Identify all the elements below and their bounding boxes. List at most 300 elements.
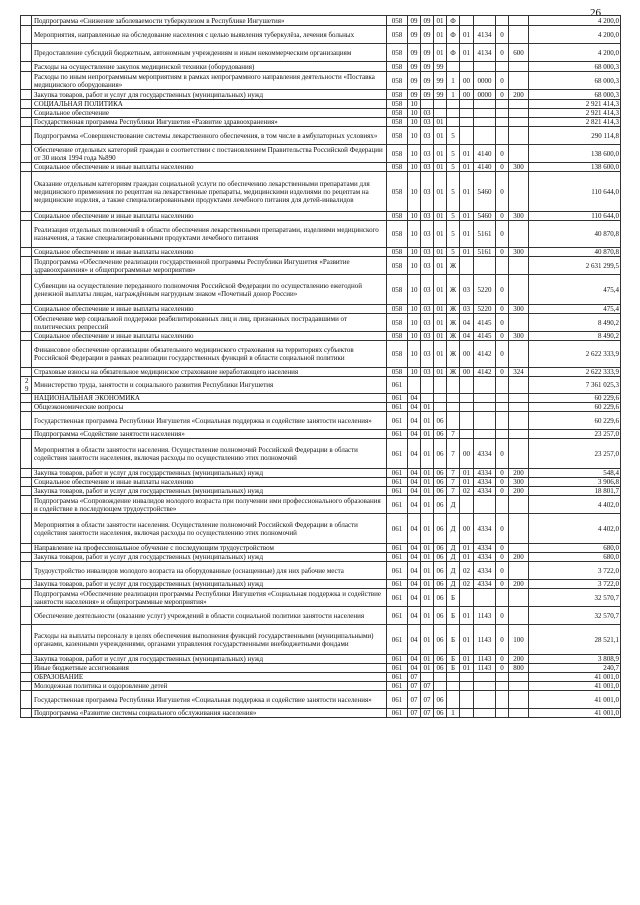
section-code: 04 bbox=[408, 469, 421, 478]
extra-code bbox=[496, 100, 509, 109]
row-number bbox=[21, 212, 32, 221]
row-name: Подпрограмма «Развитие системы социального обслуживания населения» bbox=[32, 709, 387, 718]
subprogram-code bbox=[447, 394, 460, 403]
section-code: 09 bbox=[408, 90, 421, 100]
extra-code bbox=[496, 403, 509, 412]
section-code: 10 bbox=[408, 109, 421, 118]
table-row bbox=[21, 212, 621, 221]
page-number: 26 bbox=[590, 7, 601, 19]
expense-type bbox=[509, 109, 529, 118]
admin-code: 061 bbox=[387, 673, 408, 682]
row-number bbox=[21, 673, 32, 682]
expense-type bbox=[509, 16, 529, 26]
extra-code bbox=[496, 709, 509, 718]
table-row bbox=[21, 368, 621, 377]
row-sum: 28 521,1 bbox=[529, 625, 621, 655]
admin-code: 061 bbox=[387, 544, 408, 553]
direction-code: 4134 bbox=[474, 26, 496, 44]
program-code: 01 bbox=[434, 314, 447, 332]
section-code: 04 bbox=[408, 514, 421, 544]
row-number bbox=[21, 487, 32, 496]
subsection-code: 01 bbox=[421, 403, 434, 412]
direction-code: 4334 bbox=[474, 553, 496, 562]
subprogram-code: 1 bbox=[447, 72, 460, 90]
program-code: 01 bbox=[434, 341, 447, 368]
row-name: Социальное обеспечение и иные выплаты населению bbox=[32, 248, 387, 257]
expense-type bbox=[509, 26, 529, 44]
section-code: 07 bbox=[408, 673, 421, 682]
table-row bbox=[21, 562, 621, 580]
extra-code: 0 bbox=[496, 664, 509, 673]
table-row bbox=[21, 172, 621, 212]
direction-code: 4134 bbox=[474, 44, 496, 62]
row-number bbox=[21, 394, 32, 403]
admin-code: 058 bbox=[387, 44, 408, 62]
program-code: 01 bbox=[434, 127, 447, 145]
table-row bbox=[21, 257, 621, 275]
event-code: 00 bbox=[460, 90, 474, 100]
row-sum: 60 229,6 bbox=[529, 403, 621, 412]
expense-type bbox=[509, 100, 529, 109]
subsection-code: 03 bbox=[421, 341, 434, 368]
direction-code: 4142 bbox=[474, 368, 496, 377]
extra-code bbox=[496, 673, 509, 682]
row-name: Государственная программа Республики Ингушетия «Социальная поддержка и содействие занятости населения» bbox=[32, 412, 387, 430]
subprogram-code: 5 bbox=[447, 145, 460, 163]
subprogram-code: 1 bbox=[447, 709, 460, 718]
subsection-code: 09 bbox=[421, 26, 434, 44]
section-code: 04 bbox=[408, 394, 421, 403]
expense-type bbox=[509, 403, 529, 412]
admin-code: 061 bbox=[387, 487, 408, 496]
expense-type: 324 bbox=[509, 368, 529, 377]
section-code: 10 bbox=[408, 257, 421, 275]
expense-type bbox=[509, 691, 529, 709]
subsection-code: 09 bbox=[421, 16, 434, 26]
table-row bbox=[21, 16, 621, 26]
row-number bbox=[21, 562, 32, 580]
expense-type: 300 bbox=[509, 305, 529, 314]
table-row bbox=[21, 127, 621, 145]
row-number bbox=[21, 589, 32, 607]
admin-code: 058 bbox=[387, 163, 408, 172]
table-row bbox=[21, 478, 621, 487]
subprogram-code: 5 bbox=[447, 248, 460, 257]
direction-code bbox=[474, 412, 496, 430]
event-code: 01 bbox=[460, 625, 474, 655]
row-name: Подпрограмма «Совершенствование системы лекарственного обеспечения, в том числе в амбулаторных условиях» bbox=[32, 127, 387, 145]
subprogram-code: Б bbox=[447, 664, 460, 673]
row-name: Предоставление субсидий бюджетным, автономным учреждениям и иным некоммерческим организациям bbox=[32, 44, 387, 62]
extra-code bbox=[496, 682, 509, 691]
expense-type bbox=[509, 673, 529, 682]
subsection-code: 07 bbox=[421, 691, 434, 709]
direction-code: 4142 bbox=[474, 341, 496, 368]
row-name: Государственная программа Республики Ингушетия «Социальная поддержка и содействие занятости населения» bbox=[32, 691, 387, 709]
admin-code: 058 bbox=[387, 118, 408, 127]
expense-type: 200 bbox=[509, 90, 529, 100]
budget-table bbox=[20, 15, 621, 718]
subsection-code: 03 bbox=[421, 118, 434, 127]
budget-table-body bbox=[21, 16, 621, 718]
row-name: Расходы по иным непрограммным мероприятиям в рамках непрограммного направления деятельности «Поставка медицинского оборудования» bbox=[32, 72, 387, 90]
table-row bbox=[21, 664, 621, 673]
admin-code: 058 bbox=[387, 248, 408, 257]
direction-code: 5220 bbox=[474, 305, 496, 314]
direction-code: 4140 bbox=[474, 145, 496, 163]
section-code: 09 bbox=[408, 72, 421, 90]
admin-code: 061 bbox=[387, 469, 408, 478]
expense-type bbox=[509, 589, 529, 607]
direction-code: 1143 bbox=[474, 664, 496, 673]
subsection-code: 03 bbox=[421, 248, 434, 257]
row-number bbox=[21, 314, 32, 332]
subsection-code: 01 bbox=[421, 412, 434, 430]
row-name: Расходы на выплаты персоналу в целях обеспечения выполнения функций государственными (муниципальными) органами, казенными учреждениями, органами управления государственными внебюджетными фондами bbox=[32, 625, 387, 655]
expense-type bbox=[509, 430, 529, 439]
section-code: 10 bbox=[408, 163, 421, 172]
subprogram-code: Ф bbox=[447, 16, 460, 26]
event-code: 01 bbox=[460, 664, 474, 673]
row-sum: 680,0 bbox=[529, 553, 621, 562]
subprogram-code: 5 bbox=[447, 212, 460, 221]
row-number bbox=[21, 145, 32, 163]
row-number bbox=[21, 403, 32, 412]
extra-code bbox=[496, 691, 509, 709]
event-code bbox=[460, 377, 474, 394]
row-number bbox=[21, 412, 32, 430]
subsection-code: 01 bbox=[421, 580, 434, 589]
direction-code bbox=[474, 394, 496, 403]
subsection-code: 01 bbox=[421, 607, 434, 625]
row-number bbox=[21, 607, 32, 625]
program-code: 01 bbox=[434, 368, 447, 377]
subsection-code bbox=[421, 394, 434, 403]
program-code: 06 bbox=[434, 691, 447, 709]
extra-code: 0 bbox=[496, 248, 509, 257]
event-code bbox=[460, 673, 474, 682]
row-sum: 68 000,3 bbox=[529, 72, 621, 90]
program-code: 99 bbox=[434, 90, 447, 100]
program-code: 06 bbox=[434, 589, 447, 607]
section-code: 10 bbox=[408, 341, 421, 368]
event-code bbox=[460, 394, 474, 403]
row-number bbox=[21, 478, 32, 487]
subprogram-code: 7 bbox=[447, 469, 460, 478]
program-code: 01 bbox=[434, 305, 447, 314]
subsection-code: 09 bbox=[421, 90, 434, 100]
event-code bbox=[460, 109, 474, 118]
table-row bbox=[21, 625, 621, 655]
extra-code bbox=[496, 589, 509, 607]
event-code: 04 bbox=[460, 314, 474, 332]
table-row bbox=[21, 377, 621, 394]
admin-code: 058 bbox=[387, 221, 408, 248]
expense-type bbox=[509, 377, 529, 394]
subprogram-code bbox=[447, 109, 460, 118]
program-code: 01 bbox=[434, 257, 447, 275]
table-row bbox=[21, 100, 621, 109]
row-number bbox=[21, 72, 32, 90]
admin-code: 058 bbox=[387, 26, 408, 44]
row-sum: 41 001,0 bbox=[529, 709, 621, 718]
subprogram-code: 1 bbox=[447, 90, 460, 100]
table-row bbox=[21, 514, 621, 544]
admin-code: 058 bbox=[387, 109, 408, 118]
expense-type bbox=[509, 709, 529, 718]
table-row bbox=[21, 26, 621, 44]
section-code bbox=[408, 377, 421, 394]
section-code: 10 bbox=[408, 221, 421, 248]
table-row bbox=[21, 487, 621, 496]
event-code bbox=[460, 496, 474, 514]
section-code: 09 bbox=[408, 26, 421, 44]
row-name: Общеэкономические вопросы bbox=[32, 403, 387, 412]
expense-type: 200 bbox=[509, 487, 529, 496]
subsection-code: 03 bbox=[421, 163, 434, 172]
direction-code bbox=[474, 127, 496, 145]
admin-code: 058 bbox=[387, 72, 408, 90]
subprogram-code bbox=[447, 673, 460, 682]
subprogram-code: Д bbox=[447, 496, 460, 514]
row-sum: 240,7 bbox=[529, 664, 621, 673]
event-code: 01 bbox=[460, 26, 474, 44]
row-name: Социальное обеспечение и иные выплаты населению bbox=[32, 163, 387, 172]
program-code: 06 bbox=[434, 487, 447, 496]
expense-type bbox=[509, 172, 529, 212]
row-name: Закупка товаров, работ и услуг для государственных (муниципальных) нужд bbox=[32, 580, 387, 589]
direction-code: 1143 bbox=[474, 607, 496, 625]
row-sum: 2 921 414,3 bbox=[529, 100, 621, 109]
admin-code: 058 bbox=[387, 257, 408, 275]
event-code bbox=[460, 682, 474, 691]
row-name: Социальное обеспечение и иные выплаты населению bbox=[32, 212, 387, 221]
section-code: 04 bbox=[408, 580, 421, 589]
program-code bbox=[434, 673, 447, 682]
row-name: Социальное обеспечение bbox=[32, 109, 387, 118]
event-code bbox=[460, 257, 474, 275]
row-name: Молодежная политика и оздоровление детей bbox=[32, 682, 387, 691]
event-code: 01 bbox=[460, 607, 474, 625]
program-code: 01 bbox=[434, 212, 447, 221]
expense-type: 200 bbox=[509, 469, 529, 478]
expense-type: 200 bbox=[509, 580, 529, 589]
event-code: 02 bbox=[460, 580, 474, 589]
event-code: 01 bbox=[460, 248, 474, 257]
event-code bbox=[460, 691, 474, 709]
expense-type: 300 bbox=[509, 478, 529, 487]
row-name: Мероприятия в области занятости населения. Осуществление полномочий Российской Федерации в области содействия занятости населения, включая расходы по осуществлению этих полномочий bbox=[32, 514, 387, 544]
row-number bbox=[21, 664, 32, 673]
extra-code: 0 bbox=[496, 368, 509, 377]
admin-code: 058 bbox=[387, 90, 408, 100]
row-number bbox=[21, 221, 32, 248]
extra-code: 0 bbox=[496, 580, 509, 589]
subprogram-code: Д bbox=[447, 562, 460, 580]
row-sum: 110 644,0 bbox=[529, 172, 621, 212]
expense-type bbox=[509, 341, 529, 368]
expense-type bbox=[509, 127, 529, 145]
subprogram-code: Ж bbox=[447, 305, 460, 314]
subsection-code: 03 bbox=[421, 145, 434, 163]
extra-code: 0 bbox=[496, 314, 509, 332]
section-code: 10 bbox=[408, 314, 421, 332]
program-code: 99 bbox=[434, 72, 447, 90]
section-code: 10 bbox=[408, 118, 421, 127]
direction-code: 4334 bbox=[474, 469, 496, 478]
row-number bbox=[21, 118, 32, 127]
direction-code: 5460 bbox=[474, 172, 496, 212]
direction-code bbox=[474, 691, 496, 709]
section-code: 07 bbox=[408, 691, 421, 709]
section-code: 10 bbox=[408, 368, 421, 377]
table-row bbox=[21, 305, 621, 314]
direction-code: 4145 bbox=[474, 314, 496, 332]
subprogram-code: 5 bbox=[447, 172, 460, 212]
direction-code: 5161 bbox=[474, 221, 496, 248]
direction-code bbox=[474, 62, 496, 72]
event-code: 00 bbox=[460, 368, 474, 377]
subsection-code: 01 bbox=[421, 496, 434, 514]
direction-code bbox=[474, 118, 496, 127]
row-number bbox=[21, 26, 32, 44]
direction-code: 1143 bbox=[474, 625, 496, 655]
event-code bbox=[460, 100, 474, 109]
row-name: Обеспечение отдельных категорий граждан в соответствии с постановлением Правительства Российской Федерации от 30 июля 1994 года №890 bbox=[32, 145, 387, 163]
row-number bbox=[21, 16, 32, 26]
direction-code bbox=[474, 709, 496, 718]
event-code: 01 bbox=[460, 478, 474, 487]
admin-code: 061 bbox=[387, 607, 408, 625]
row-number bbox=[21, 709, 32, 718]
extra-code bbox=[496, 257, 509, 275]
subprogram-code: 7 bbox=[447, 478, 460, 487]
subprogram-code: Ф bbox=[447, 44, 460, 62]
section-code: 04 bbox=[408, 625, 421, 655]
expense-type bbox=[509, 439, 529, 469]
event-code: 01 bbox=[460, 212, 474, 221]
table-row bbox=[21, 394, 621, 403]
subprogram-code bbox=[447, 100, 460, 109]
direction-code: 4334 bbox=[474, 439, 496, 469]
row-sum: 475,4 bbox=[529, 305, 621, 314]
extra-code: 0 bbox=[496, 172, 509, 212]
section-code: 04 bbox=[408, 478, 421, 487]
row-sum: 2 821 414,3 bbox=[529, 118, 621, 127]
row-number bbox=[21, 439, 32, 469]
event-code: 01 bbox=[460, 544, 474, 553]
extra-code: 0 bbox=[496, 341, 509, 368]
subprogram-code bbox=[447, 118, 460, 127]
subsection-code: 01 bbox=[421, 655, 434, 664]
row-name: Иные бюджетные ассигнования bbox=[32, 664, 387, 673]
extra-code: 0 bbox=[496, 439, 509, 469]
admin-code: 061 bbox=[387, 682, 408, 691]
extra-code: 0 bbox=[496, 275, 509, 305]
row-name: Социальное обеспечение и иные выплаты населению bbox=[32, 332, 387, 341]
expense-type: 300 bbox=[509, 248, 529, 257]
row-sum: 41 001,0 bbox=[529, 682, 621, 691]
event-code: 01 bbox=[460, 145, 474, 163]
event-code: 04 bbox=[460, 332, 474, 341]
table-row bbox=[21, 709, 621, 718]
admin-code: 058 bbox=[387, 332, 408, 341]
row-number bbox=[21, 257, 32, 275]
admin-code: 061 bbox=[387, 439, 408, 469]
extra-code: 0 bbox=[496, 212, 509, 221]
subsection-code: 01 bbox=[421, 478, 434, 487]
program-code: 01 bbox=[434, 163, 447, 172]
extra-code: 0 bbox=[496, 305, 509, 314]
direction-code bbox=[474, 100, 496, 109]
row-sum: 2 622 333,9 bbox=[529, 341, 621, 368]
row-name: Закупка товаров, работ и услуг для государственных (муниципальных) нужд bbox=[32, 90, 387, 100]
subprogram-code: Ж bbox=[447, 341, 460, 368]
admin-code: 058 bbox=[387, 100, 408, 109]
direction-code: 1143 bbox=[474, 655, 496, 664]
table-row bbox=[21, 691, 621, 709]
row-number bbox=[21, 163, 32, 172]
section-code: 04 bbox=[408, 496, 421, 514]
row-number bbox=[21, 514, 32, 544]
row-name: Оказание отдельным категориям граждан социальной услуги по обеспечению лекарственными препаратами для медицинского применения по рецептам на лекарственные препараты, медицинскими изделиями по рецептам на медицинские изделия, а также специализированными продуктами лечебного питания для детей-инвалидов bbox=[32, 172, 387, 212]
row-name: Подпрограмма «Снижение заболеваемости туберкулезом в Республике Ингушетия» bbox=[32, 16, 387, 26]
row-sum: 3 906,8 bbox=[529, 478, 621, 487]
row-name: Подпрограмма «Обеспечение реализации программы Республики Ингушетия «Социальная поддержка и содействие занятости населения» и общепрограммные мероприятия» bbox=[32, 589, 387, 607]
subsection-code: 09 bbox=[421, 72, 434, 90]
row-sum: 8 490,2 bbox=[529, 314, 621, 332]
row-sum: 41 001,0 bbox=[529, 691, 621, 709]
table-row bbox=[21, 44, 621, 62]
event-code bbox=[460, 16, 474, 26]
direction-code: 4140 bbox=[474, 163, 496, 172]
row-name: Обеспечение деятельности (оказание услуг) учреждений в области социальной политики занятости населения bbox=[32, 607, 387, 625]
row-sum: 41 001,0 bbox=[529, 673, 621, 682]
section-code: 04 bbox=[408, 439, 421, 469]
event-code: 02 bbox=[460, 487, 474, 496]
row-name: Страховые взносы на обязательное медицинское страхование неработающего населения bbox=[32, 368, 387, 377]
subprogram-code bbox=[447, 377, 460, 394]
program-code: 06 bbox=[434, 496, 447, 514]
program-code: 01 bbox=[434, 332, 447, 341]
event-code: 00 bbox=[460, 72, 474, 90]
section-code: 10 bbox=[408, 305, 421, 314]
direction-code: 5161 bbox=[474, 248, 496, 257]
row-name: Закупка товаров, работ и услуг для государственных (муниципальных) нужд bbox=[32, 553, 387, 562]
expense-type bbox=[509, 145, 529, 163]
section-code: 04 bbox=[408, 553, 421, 562]
row-name: Реализация отдельных полномочий в области обеспечения лекарственными препаратами, изделиями медицинского назначения, а также специализированными продуктами лечебного питания bbox=[32, 221, 387, 248]
section-code: 10 bbox=[408, 145, 421, 163]
row-name: ОБРАЗОВАНИЕ bbox=[32, 673, 387, 682]
expense-type bbox=[509, 514, 529, 544]
row-sum: 40 870,8 bbox=[529, 221, 621, 248]
table-row bbox=[21, 580, 621, 589]
expense-type bbox=[509, 314, 529, 332]
program-code: 06 bbox=[434, 709, 447, 718]
event-code: 01 bbox=[460, 553, 474, 562]
direction-code bbox=[474, 109, 496, 118]
direction-code bbox=[474, 430, 496, 439]
table-row bbox=[21, 655, 621, 664]
admin-code: 058 bbox=[387, 305, 408, 314]
event-code: 01 bbox=[460, 221, 474, 248]
row-number bbox=[21, 580, 32, 589]
program-code: 01 bbox=[434, 221, 447, 248]
extra-code: 0 bbox=[496, 562, 509, 580]
program-code: 06 bbox=[434, 430, 447, 439]
row-number bbox=[21, 90, 32, 100]
